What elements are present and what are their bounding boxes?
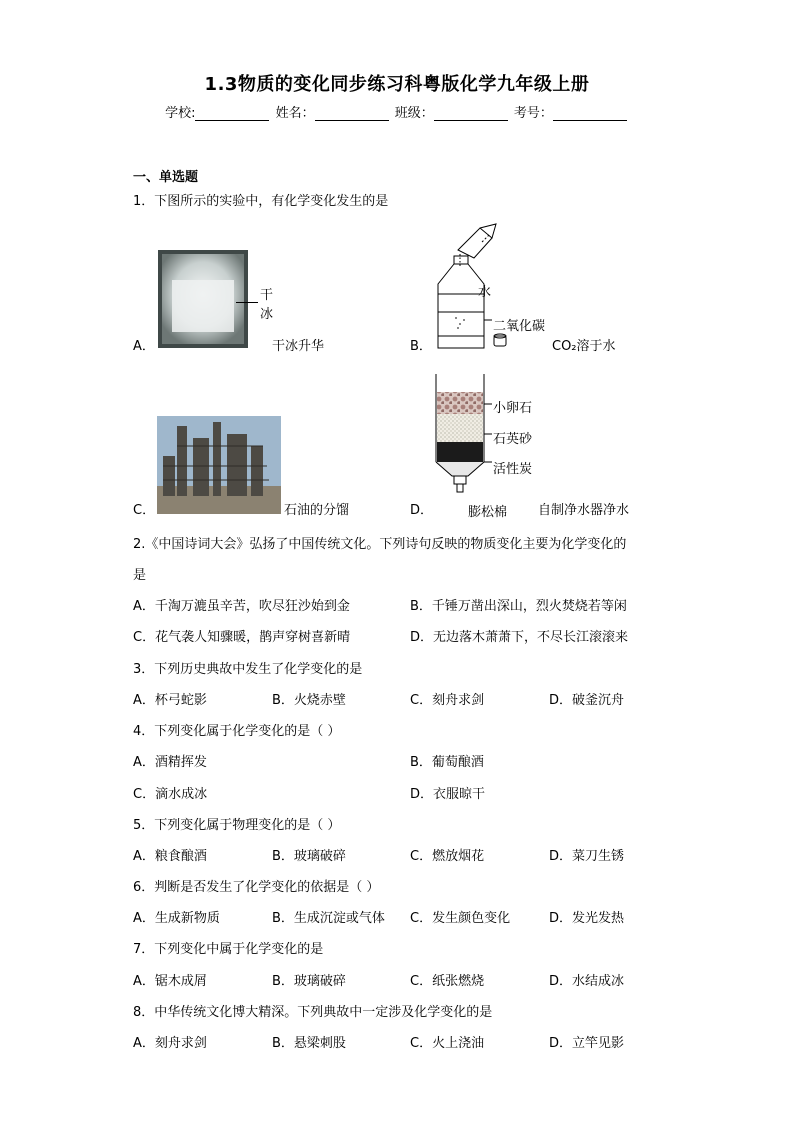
q3-option-a[interactable]: A．杯弓蛇影 bbox=[133, 693, 207, 708]
q1-option-d-caption: 自制净水器净水 bbox=[538, 503, 630, 518]
q4-option-a[interactable]: A．酒精挥发 bbox=[133, 755, 207, 770]
q3-option-d[interactable]: D．破釜沉舟 bbox=[549, 693, 625, 708]
q4-stem: 4．下列变化属于化学变化的是（ ） bbox=[133, 724, 341, 739]
class-label: 班级： bbox=[394, 106, 434, 121]
q8-stem: 8．中华传统文化博大精深。下列典故中一定涉及化学变化的是 bbox=[133, 1005, 493, 1020]
q1-option-c-caption: 石油的分馏 bbox=[284, 503, 350, 518]
water-label: 水 bbox=[478, 285, 492, 300]
q1-option-d-letter[interactable]: D． bbox=[410, 503, 434, 518]
q1-option-a-caption: 干冰升华 bbox=[272, 339, 325, 354]
q2-option-d[interactable]: D．无边落木萧萧下，不尽长江滚滚来 bbox=[410, 630, 629, 645]
q4-option-b[interactable]: B．葡萄酿酒 bbox=[410, 755, 484, 770]
quartz-sand-label: 石英砂 bbox=[493, 432, 533, 447]
co2-bottle-diagram bbox=[430, 220, 520, 355]
q6-option-c[interactable]: C．发生颜色变化 bbox=[410, 911, 511, 926]
section-heading: 一、单选题 bbox=[133, 170, 199, 185]
q2-option-a[interactable]: A．千淘万漉虽辛苦，吹尽狂沙始到金 bbox=[133, 599, 350, 614]
dry-ice-label-bottom: 冰 bbox=[260, 307, 274, 322]
q7-stem: 7．下列变化中属于化学变化的是 bbox=[133, 942, 324, 957]
q8-option-b[interactable]: B．悬梁刺股 bbox=[272, 1036, 346, 1051]
q6-option-b[interactable]: B．生成沉淀或气体 bbox=[272, 911, 385, 926]
activated-carbon-label: 活性炭 bbox=[493, 462, 533, 477]
q5-option-c[interactable]: C．燃放烟花 bbox=[410, 849, 485, 864]
q1-option-b-letter[interactable]: B． bbox=[410, 339, 432, 354]
student-info-line bbox=[0, 102, 794, 121]
q7-option-d[interactable]: D．水结成冰 bbox=[549, 974, 625, 989]
q1-stem: 1．下图所示的实验中，有化学变化发生的是 bbox=[133, 194, 389, 209]
co2-label: 二氧化碳 bbox=[493, 319, 546, 334]
q1-option-a-letter[interactable]: A． bbox=[133, 339, 155, 354]
name-blank[interactable] bbox=[315, 107, 389, 121]
q2-stem-line1: 2.《中国诗词大会》弘扬了中国传统文化。下列诗句反映的物质变化主要为化学变化的 bbox=[133, 537, 627, 552]
q5-option-d[interactable]: D．菜刀生锈 bbox=[549, 849, 625, 864]
q5-stem: 5．下列变化属于物理变化的是（ ） bbox=[133, 818, 341, 833]
dry-ice-photo bbox=[158, 250, 248, 348]
q4-option-c[interactable]: C．滴水成冰 bbox=[133, 787, 208, 802]
q6-option-a[interactable]: A．生成新物质 bbox=[133, 911, 220, 926]
q7-option-b[interactable]: B．玻璃破碎 bbox=[272, 974, 346, 989]
q4-option-d[interactable]: D．衣服晾干 bbox=[410, 787, 486, 802]
q5-option-b[interactable]: B．玻璃破碎 bbox=[272, 849, 346, 864]
q3-stem: 3．下列历史典故中发生了化学变化的是 bbox=[133, 662, 363, 677]
exam-no-label: 考号： bbox=[513, 106, 553, 121]
q2-stem-line2: 是 bbox=[133, 568, 147, 583]
q6-option-d[interactable]: D．发光发热 bbox=[549, 911, 625, 926]
water-filter-diagram bbox=[428, 372, 498, 502]
q3-option-b[interactable]: B．火烧赤壁 bbox=[272, 693, 346, 708]
exam-no-blank[interactable] bbox=[553, 107, 627, 121]
q3-option-c[interactable]: C．刻舟求剑 bbox=[410, 693, 485, 708]
q7-option-c[interactable]: C．纸张燃烧 bbox=[410, 974, 485, 989]
dry-ice-label-top: 干 bbox=[260, 288, 274, 303]
page-title: 1.3物质的变化同步练习科粤版化学九年级上册 bbox=[204, 74, 590, 95]
q1-option-b-caption: CO₂溶于水 bbox=[552, 339, 616, 354]
q8-option-d[interactable]: D．立竿见影 bbox=[549, 1036, 625, 1051]
q1-option-c-letter[interactable]: C． bbox=[133, 503, 156, 518]
q5-option-a[interactable]: A．粮食酿酒 bbox=[133, 849, 207, 864]
school-blank[interactable] bbox=[195, 107, 269, 121]
q7-option-a[interactable]: A．锯木成屑 bbox=[133, 974, 207, 989]
name-label: 姓名： bbox=[275, 106, 315, 121]
oil-refinery-photo bbox=[157, 416, 281, 514]
q2-option-c[interactable]: C．花气袭人知骤暖，鹊声穿树喜新晴 bbox=[133, 630, 351, 645]
pebble-label: 小卵石 bbox=[493, 401, 533, 416]
q6-stem: 6．判断是否发生了化学变化的依据是（ ） bbox=[133, 880, 380, 895]
q8-option-c[interactable]: C．火上浇油 bbox=[410, 1036, 485, 1051]
class-blank[interactable] bbox=[434, 107, 508, 121]
q8-option-a[interactable]: A．刻舟求剑 bbox=[133, 1036, 207, 1051]
q2-option-b[interactable]: B．千锤万凿出深山，烈火焚烧若等闲 bbox=[410, 599, 627, 614]
dry-ice-pointer-line bbox=[236, 302, 258, 303]
cotton-label: 膨松棉 bbox=[468, 505, 508, 520]
school-label: 学校: bbox=[165, 106, 196, 121]
